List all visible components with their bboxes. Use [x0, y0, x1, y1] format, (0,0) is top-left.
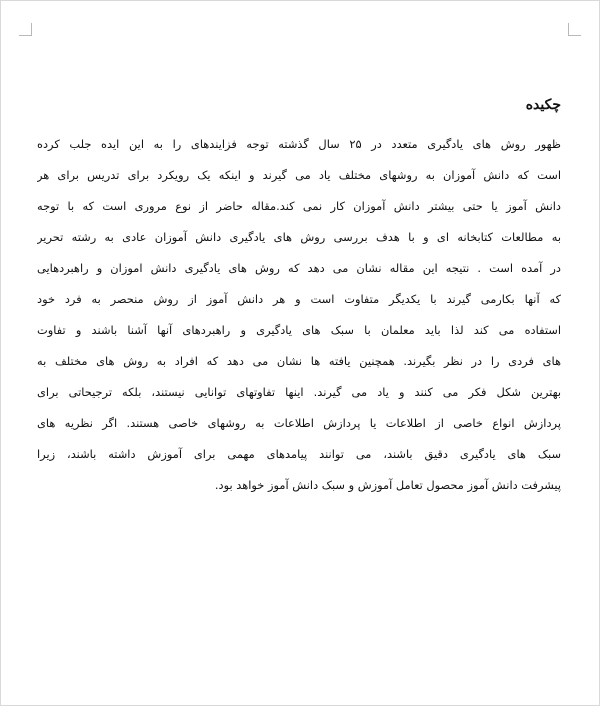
- document-content[interactable]: [37, 93, 561, 501]
- paragraph-line: استفاده می کند لذا باید معلمان با سبک های یادگیری و راهبردهای آنها آشنا باشند و تفاوت: [37, 323, 561, 337]
- page-margin-corner-top-right: [568, 23, 581, 36]
- abstract-heading: چکیده: [525, 97, 561, 113]
- paragraph-line: ظهور روش های یادگیری متعدد در ۲۵ سال گذشته توجه فزایندهای را به این ایده جلب کرده: [37, 137, 561, 151]
- paragraph-line: سبک های یادگیری دقیق باشند، می توانند پیامدهای مهمی برای آموزش داشته باشند، زیرا: [37, 447, 561, 461]
- paragraph-line: به مطالعات کتابخانه ای و با هدف بررسی روش های یادگیری دانش آموزان عادی به رشته تحریر: [37, 230, 561, 244]
- paragraph-line: های فردی را در نظر بگیرند. همچنین یافته ها نشان می دهد که افراد به روش های مختلف به: [37, 354, 561, 368]
- paragraph-line: پردازش انواع خاصی از اطلاعات یا پردازش اطلاعات به روشهای خاصی هستند. اگر نظریه های: [37, 416, 561, 430]
- page-margin-corner-top-left: [19, 23, 32, 36]
- paragraph-line: است که دانش آموزان به روشهای مختلف یاد می گیرند و اینکه یک رویکرد برای تدریس برای هر: [37, 168, 561, 182]
- paragraph-line-last: پیشرفت دانش آموز محصول تعامل آموزش و سبک دانش آموز خواهد بود.: [214, 478, 561, 492]
- abstract-body: [37, 129, 561, 501]
- paragraph-line: که آنها بکارمی گیرند با یکدیگر متفاوت است و هر دانش آموز از روش منحصر به فرد خود: [37, 292, 561, 306]
- paragraph-line: در آمده است . نتیجه این مقاله نشان می دهد که روش های یادگیری دانش اموزان و راهبردهایی: [37, 261, 561, 275]
- paragraph-line: بهترین شکل فکر می کنند و یاد می گیرند. اینها تفاوتهای توانایی نیستند، بلکه ترجیحاتی برای: [37, 385, 561, 399]
- paragraph-line: دانش آموز یا حتی بیشتر دانش آموزان کار نمی کند.مقاله حاضر از نوع مروری است که با توجه: [37, 199, 561, 213]
